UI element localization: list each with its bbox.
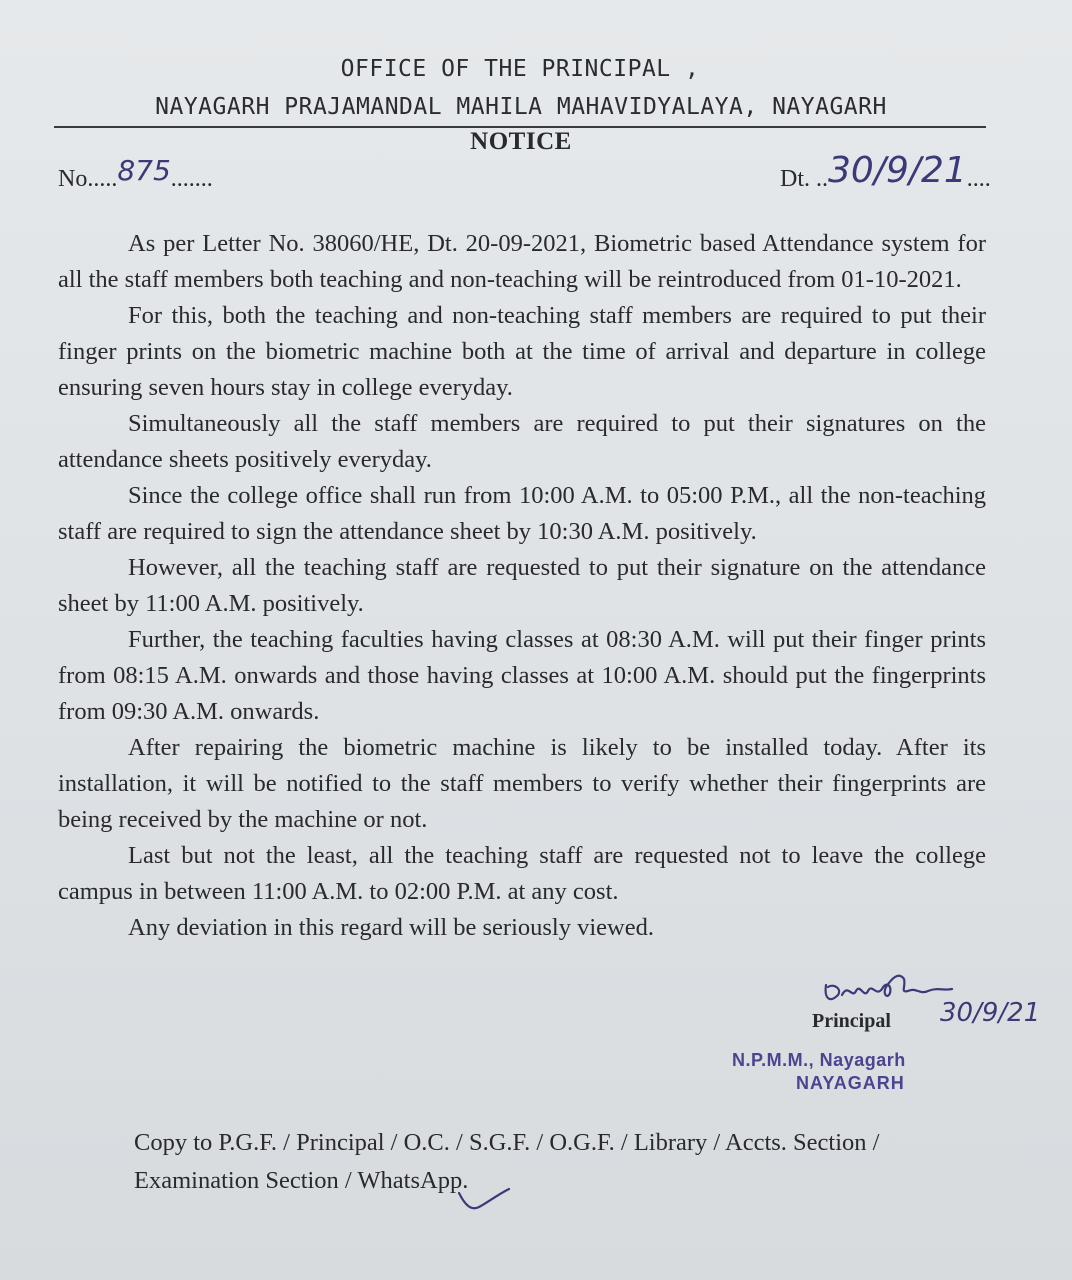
paragraph-teaching-sign: However, all the teaching staff are requested to put their signature on the attendance sheet by 11:00 A.M. positively. <box>58 554 986 617</box>
notice-title: NOTICE <box>470 128 572 155</box>
reference-number-value: 875 <box>117 154 171 187</box>
copy-to-distribution: Copy to P.G.F. / Principal / O.C. / S.G.F. / O.G.F. / Library / Accts. Section / Examination Section / WhatsApp. <box>134 1129 880 1194</box>
paragraph-deviation: Any deviation in this regard will be seriously viewed. <box>128 914 654 941</box>
principal-designation: Principal <box>812 1010 891 1032</box>
paragraph-finger-prints: For this, both the teaching and non-teaching staff members are required to put their finger prints on the biometric machine both at the time of arrival and departure in college ensuring seven hours stay in college everyday. <box>58 302 986 401</box>
signature-date: 30/9/21 <box>940 998 1041 1028</box>
paragraph-campus-stay: Last but not the least, all the teaching staff are requested not to leave the college campus in between 11:00 A.M. to 02:00 P.M. at any cost. <box>58 842 986 905</box>
tick-mark-icon <box>455 1185 515 1215</box>
college-name: NAYAGARH PRAJAMANDAL MAHILA MAHAVIDYALAYA, NAYAGARH <box>155 94 887 120</box>
reference-number: No.....875....... <box>58 154 213 192</box>
notice-date-label: Dt. <box>780 166 810 192</box>
reference-number-label: No. <box>58 166 94 192</box>
paragraph-signatures: Simultaneously all the staff members are required to put their signatures on the attendance sheets positively everyday. <box>58 410 986 473</box>
official-stamp-line1: N.P.M.M., Nayagarh <box>732 1050 906 1070</box>
paragraph-office-hours: Since the college office shall run from 10:00 A.M. to 05:00 P.M., all the non-teaching staff are required to sign the attendance sheet by 10:30 A.M. positively. <box>58 482 986 545</box>
office-heading: OFFICE OF THE PRINCIPAL , <box>340 56 700 82</box>
paragraph-class-timings: Further, the teaching faculties having classes at 08:30 A.M. will put their finger prints from 08:15 A.M. onwards and those having classes at 10:00 A.M. should put the fingerprints from 09:30 A.M. onwards. <box>58 626 986 725</box>
paragraph-biometric-intro: As per Letter No. 38060/HE, Dt. 20-09-2021, Biometric based Attendance system for all the staff members both teaching and non-teaching will be reintroduced from 01-10-2021. <box>58 230 986 293</box>
notice-date-value: 30/9/21 <box>828 150 967 191</box>
official-stamp-line2: NAYAGARH <box>796 1073 905 1093</box>
notice-body <box>58 226 986 946</box>
notice-date: Dt. ..30/9/21.... <box>780 150 991 192</box>
paragraph-machine-repair: After repairing the biometric machine is likely to be installed today. After its installation, it will be notified to the staff members to verify whether their fingerprints are being received by the machine or not. <box>58 734 986 833</box>
handwritten-signature <box>820 965 1041 1045</box>
